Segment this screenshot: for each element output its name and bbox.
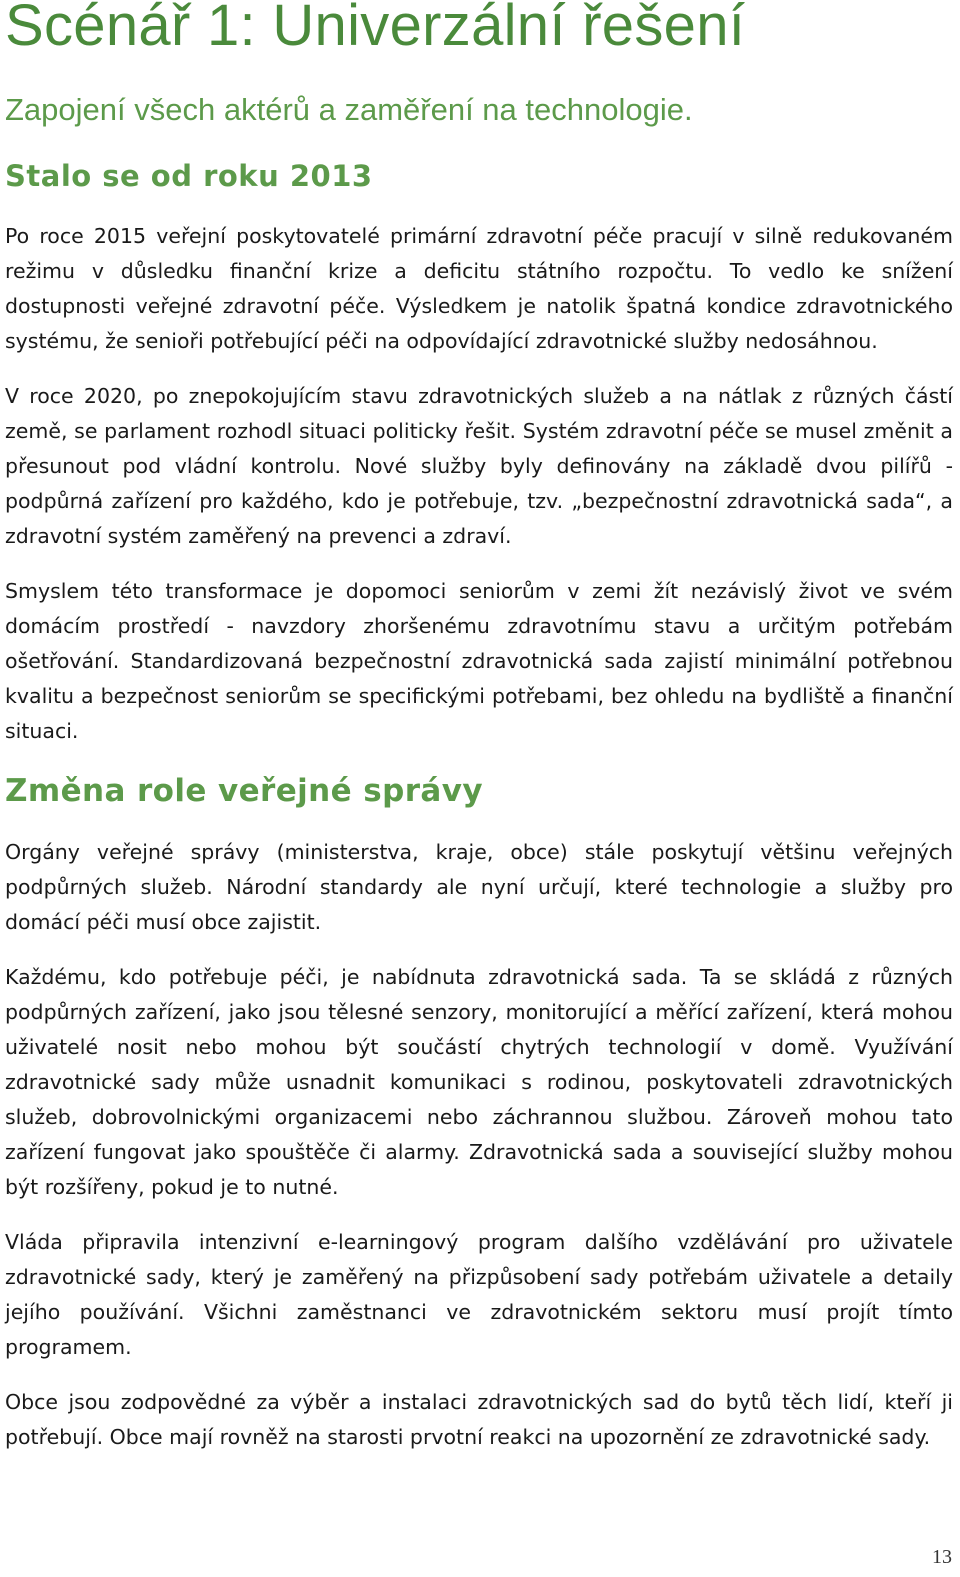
paragraph: Každému, kdo potřebuje péči, je nabídnuta zdravotnická sada. Ta se skládá z různých podpůrných zařízení, jako jsou tělesné senzory, monitorující a měřící zařízení, která mohou uživatelé nosit nebo mohou být součástí chytrých technologií v domě. Využívání zdravotnické sady může usnadnit komunikaci s rodinou, poskytovateli zdravotnických služeb, dobrovolnickými organizacemi nebo záchrannou službou. Zároveň mohou tato zařízení fungovat jako spouštěče či alarmy. Zdravotnická sada a související služby mohou být rozšířeny, pokud je to nutné. [5,965,953,1199]
section-heading-since-2013: Stalo se od roku 2013 [5,159,373,193]
page-subtitle: Zapojení všech aktérů a zaměření na technologie. [5,92,693,127]
paragraph: Orgány veřejné správy (ministerstva, kraje, obce) stále poskytují většinu veřejných podpůrných služeb. Národní standardy ale nyní určují, které technologie a služby pro domácí péči musí obce zajistit. [5,840,953,934]
paragraph: Obce jsou zodpovědné za výběr a instalaci zdravotnických sad do bytů těch lidí, kteří ji potřebují. Obce mají rovněž na starosti prvotní reakci na upozornění ze zdravotnické sady. [5,1390,953,1449]
page-number: 13 [932,1546,952,1568]
document-page [5,0,953,1455]
paragraph: Smyslem této transformace je dopomoci seniorům v zemi žít nezávislý život ve svém domácím prostředí - navzdory zhoršenému zdravotnímu stavu a určitým potřebám ošetřování. Standardizovaná bezpečnostní zdravotnická sada zajistí minimální potřebnou kvalitu a bezpečnost seniorům se specifickými potřebami, bez ohledu na bydliště a finanční situaci. [5,579,953,743]
paragraph: Vláda připravila intenzivní e-learningový program dalšího vzdělávání pro uživatele zdravotnické sady, který je zaměřený na přizpůsobení sady potřebám uživatele a detaily jejího používání. Všichni zaměstnanci ve zdravotnickém sektoru musí projít tímto programem. [5,1230,953,1359]
paragraph: V roce 2020, po znepokojujícím stavu zdravotnických služeb a na nátlak z různých částí země, se parlament rozhodl situaci politicky řešit. Systém zdravotní péče se musel změnit a přesunout pod vládní kontrolu. Nové služby byly definovány na základě dvou pilířů - podpůrná zařízení pro každého, kdo je potřebuje, tzv. „bezpečnostní zdravotnická sada“, a zdravotní systém zaměřený na prevenci a zdraví. [5,384,953,548]
paragraph: Po roce 2015 veřejní poskytovatelé primární zdravotní péče pracují v silně redukovaném režimu v důsledku finanční krize a deficitu státního rozpočtu. To vedlo ke snížení dostupnosti veřejné zdravotní péče. Výsledkem je natolik špatná kondice zdravotnického systému, že senioři potřebující péči na odpovídající zdravotnické služby nedosáhnou. [5,224,953,353]
page-title: Scénář 1: Univerzální řešení [5,0,746,58]
section-heading-public-administration: Změna role veřejné správy [5,773,483,809]
